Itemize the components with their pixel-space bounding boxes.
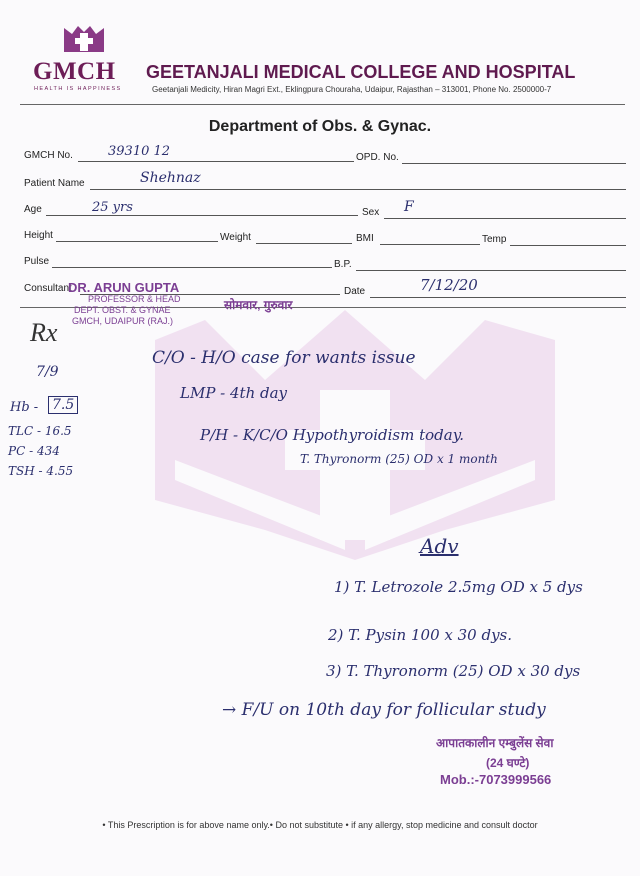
date-value: 7/12/20	[420, 276, 478, 294]
stamp-department: DEPT. OBST. & GYNAE	[74, 305, 171, 315]
gmch-no-label: GMCH No.	[24, 150, 73, 161]
patient-name-line	[90, 189, 626, 190]
hb-value: 7.5	[48, 396, 78, 414]
ambulance-hours-label: (24 घण्टे)	[486, 756, 530, 770]
height-label: Height	[24, 230, 53, 241]
pulse-line	[52, 267, 332, 268]
hospital-address: Geetanjali Medicity, Hiran Magri Ext., Eklingpura Chouraha, Udaipur, Rajasthan – 313001, Phone No. 2500000-7	[152, 85, 552, 94]
complaint-note: C/O - H/O case for wants issue	[152, 348, 416, 368]
stamp-opd-days: सोमवार, गुरुवार	[224, 298, 293, 312]
height-line	[56, 241, 218, 242]
sex-value: F	[404, 199, 414, 215]
rx-symbol: Rx	[30, 318, 58, 347]
age-line	[46, 215, 358, 216]
pulse-label: Pulse	[24, 256, 50, 267]
prescription-item-1: 1) T. Letrozole 2.5mg OD x 5 dys	[334, 578, 583, 596]
lmp-note: LMP - 4th day	[180, 384, 288, 402]
prescription-item-3: 3) T. Thyronorm (25) OD x 30 dys	[326, 662, 581, 680]
temp-label: Temp	[482, 234, 507, 245]
investigation-date: 7/9	[36, 364, 59, 380]
patient-name-label: Patient Name	[24, 178, 85, 189]
hb-label: Hb -	[10, 400, 39, 415]
opd-no-label: OPD. No.	[356, 152, 399, 163]
past-history-note: P/H - K/C/O Hypothyroidism today.	[200, 426, 464, 444]
stamp-designation: PROFESSOR & HEAD	[88, 294, 181, 304]
stamp-doctor-name: DR. ARUN GUPTA	[68, 280, 180, 295]
weight-line	[256, 243, 352, 244]
sex-line	[384, 218, 626, 219]
prescription-item-2: 2) T. Pysin 100 x 30 dys.	[328, 626, 513, 644]
stamp-institution: GMCH, UDAIPUR (RAJ.)	[72, 316, 173, 326]
followup-note: → F/U on 10th day for follicular study	[222, 700, 546, 720]
temp-line	[510, 245, 626, 246]
bp-label: B.P.	[334, 259, 352, 270]
logo-tagline: HEALTH IS HAPPINESS	[34, 86, 122, 92]
bmi-label: BMI	[356, 233, 374, 244]
bp-line	[356, 270, 626, 271]
age-value: 25 yrs	[92, 200, 133, 215]
footer-disclaimer: • This Prescription is for above name only.• Do not substitute • if any allergy, stop medicine and consult doctor	[102, 820, 538, 830]
gmch-no-value: 39310 12	[108, 144, 171, 159]
department-title: Department of Obs. & Gynac.	[208, 118, 432, 135]
ambulance-mobile: Mob.:-7073999566	[440, 772, 552, 787]
sex-label: Sex	[362, 207, 380, 218]
age-label: Age	[24, 204, 42, 215]
tsh-value: TSH - 4.55	[8, 464, 74, 478]
logo-text: GMCH	[33, 58, 116, 85]
past-medication-note: T. Thyronorm (25) OD x 1 month	[300, 452, 498, 466]
advice-heading: Adv	[420, 534, 459, 558]
weight-label: Weight	[220, 232, 251, 243]
header-divider	[20, 104, 625, 105]
ambulance-service-label: आपातकालीन एम्बुलेंस सेवा	[436, 736, 554, 750]
patient-name-value: Shehnaz	[140, 170, 201, 186]
date-line	[370, 297, 626, 298]
bmi-line	[380, 244, 480, 245]
gmch-no-line	[78, 161, 354, 162]
date-label: Date	[344, 286, 366, 297]
tlc-value: TLC - 16.5	[8, 424, 72, 438]
pc-value: PC - 434	[8, 444, 60, 458]
consultant-label: Consultant	[24, 283, 72, 294]
opd-no-line	[402, 163, 626, 164]
hospital-name: GEETANJALI MEDICAL COLLEGE AND HOSPITAL	[146, 62, 576, 82]
